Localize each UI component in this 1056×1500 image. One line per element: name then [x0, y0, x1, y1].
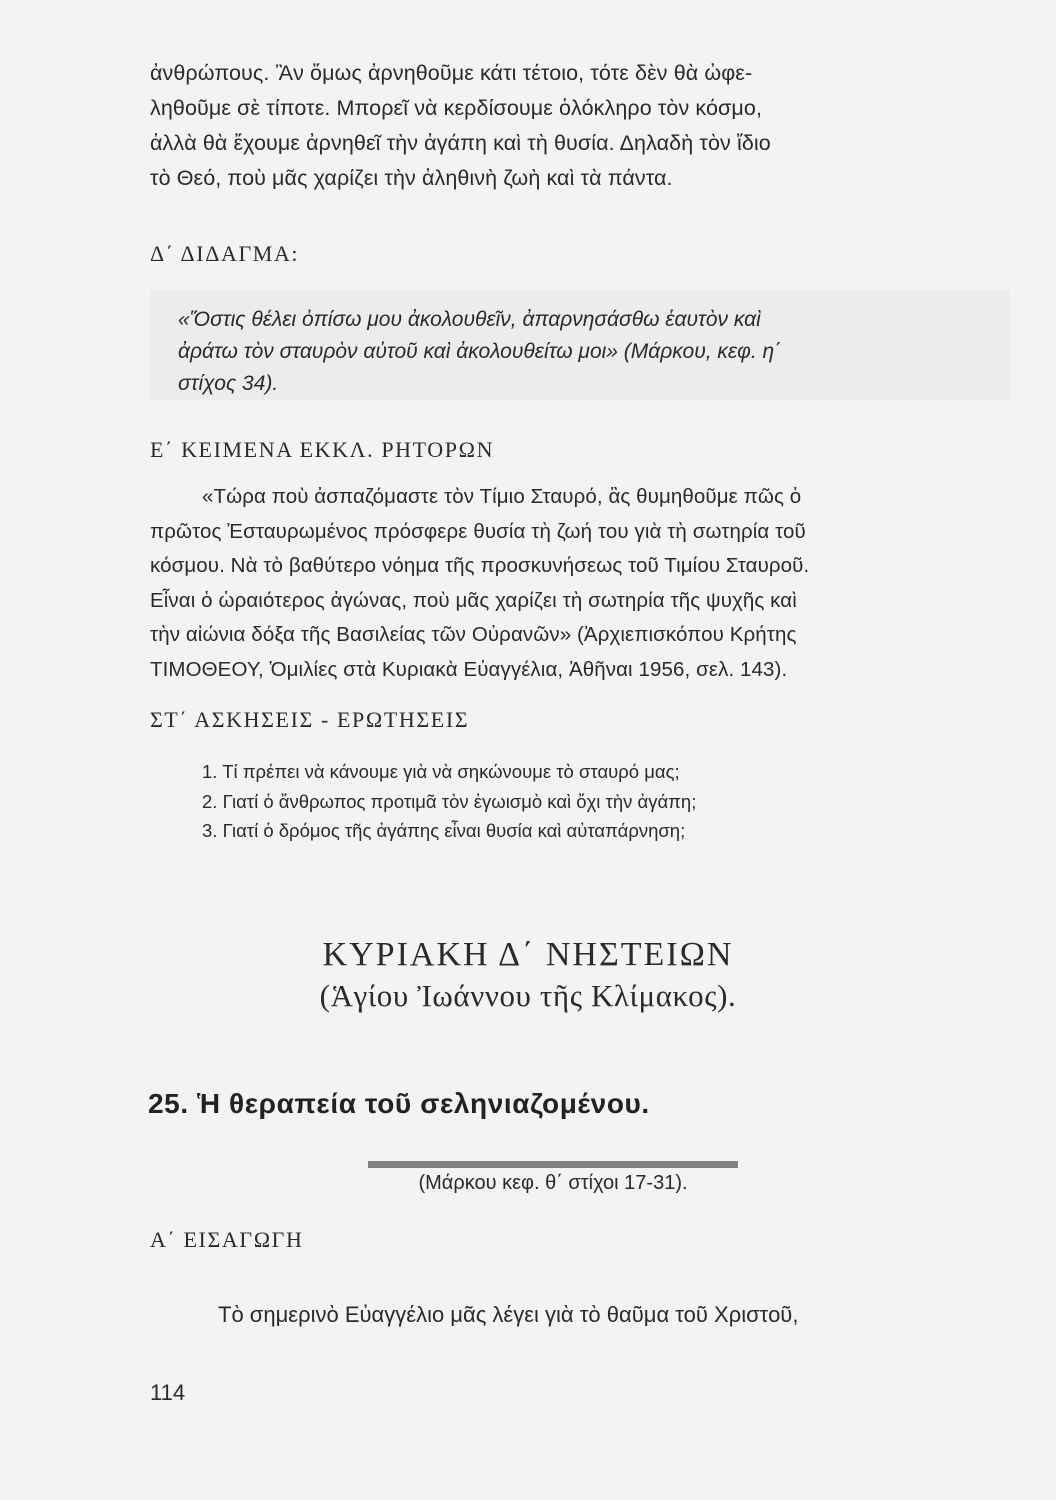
intro-line: ληθοῦμε σὲ τίποτε. Μπορεῖ νὰ κερδίσουμε ὁλόκληρο τὸν κόσμο, — [150, 96, 763, 120]
quote-line: ἀράτω τὸν σταυρὸν αὐτοῦ καὶ ἀκολουθείτω μοι» (Μάρκου, κεφ. η΄ — [178, 340, 782, 363]
page-number: 114 — [150, 1380, 186, 1405]
rhetors-line: ΤΙΜΟΘΕΟΥ, Ὁμιλίες στὰ Κυριακὰ Εὐαγγέλια, Ἀθῆναι 1956, σελ. 143). — [150, 657, 788, 681]
lesson-first-line: Τὸ σημερινὸ Εὐαγγέλιο μᾶς λέγει γιὰ τὸ θαῦμα τοῦ Χριστοῦ, — [218, 1302, 799, 1327]
exercises-list — [202, 757, 696, 846]
exercise-item: 1. Τί πρέπει νὰ κάνουμε γιὰ νὰ σηκώνουμε τὸ σταυρό μας; — [202, 761, 680, 782]
exercises-heading: ΣΤ΄ ΑΣΚΗΣΕΙΣ - ΕΡΩΤΗΣΕΙΣ — [150, 707, 470, 732]
sunday-title: ΚΥΡΙΑΚΗ Δ΄ ΝΗΣΤΕΙΩΝ — [322, 936, 734, 973]
rhetors-line: τὴν αἰώνια δόξα τῆς Βασιλείας τῶν Οὐρανῶν» (Ἀρχιεπισκόπου Κρήτης — [150, 623, 797, 646]
rhetors-heading: Ε΄ ΚΕΙΜΕΝΑ ΕΚΚΛ. ΡΗΤΟΡΩΝ — [150, 437, 495, 462]
didagma-quote — [178, 304, 998, 400]
rhetors-paragraph — [150, 480, 995, 687]
intro-line: ἀνθρώπους. Ἂν ὅμως ἀρνηθοῦμε κάτι τέτοιο, τότε δὲν θὰ ὠφε- — [150, 61, 753, 85]
didagma-heading: Δ΄ ΔΙΔΑΓΜΑ: — [150, 241, 300, 266]
rhetors-line: «Τώρα ποὺ ἀσπαζόμαστε τὸν Τίμιο Σταυρό, ἂς θυμηθοῦμε πῶς ὁ — [202, 485, 802, 508]
lesson-title: 25. Ἡ θεραπεία τοῦ σεληνιαζομένου. — [148, 1088, 650, 1119]
reference-underbar — [368, 1161, 738, 1168]
rhetors-line: πρῶτος Ἐσταυρωμένος πρόσφερε θυσία τὴ ζωή του γιὰ τὴ σωτηρία τοῦ — [150, 519, 806, 543]
quote-line: στίχος 34). — [178, 372, 279, 395]
exercise-item: 3. Γιατί ὁ δρόμος τῆς ἀγάπης εἶναι θυσία καὶ αὐταπάρνηση; — [202, 820, 686, 841]
intro-line: ἀλλὰ θὰ ἔχουμε ἀρνηθεῖ τὴν ἀγάπη καὶ τὴ θυσία. Δηλαδὴ τὸν ἴδιο — [150, 131, 771, 155]
intro-heading: Α΄ ΕΙΣΑΓΩΓΗ — [150, 1227, 304, 1252]
intro-line: τὸ Θεό, ποὺ μᾶς χαρίζει τὴν ἀληθινὴ ζωὴ καὶ τὰ πάντα. — [150, 166, 673, 190]
intro-paragraph — [150, 56, 995, 196]
quote-line: «Ὅστις θέλει ὀπίσω μου ἀκολουθεῖν, ἀπαρνησάσθω ἑαυτὸν καὶ — [178, 308, 761, 331]
exercise-item: 2. Γιατί ὁ ἄνθρωπος προτιμᾶ τὸν ἐγωισμὸ καὶ ὄχι τὴν ἀγάπη; — [202, 790, 697, 812]
sunday-subtitle: (Ἁγίου Ἰωάννου τῆς Κλίμακος). — [319, 978, 737, 1013]
lesson-reference: (Μάρκου κεφ. θ΄ στίχοι 17-31). — [418, 1172, 688, 1194]
rhetors-line: κόσμου. Νὰ τὸ βαθύτερο νόημα τῆς προσκυνήσεως τοῦ Τιμίου Σταυροῦ. — [150, 554, 810, 577]
rhetors-line: Εἶναι ὁ ὡραιότερος ἀγώνας, ποὺ μᾶς χαρίζει τὴ σωτηρία τῆς ψυχῆς καὶ — [150, 588, 797, 612]
